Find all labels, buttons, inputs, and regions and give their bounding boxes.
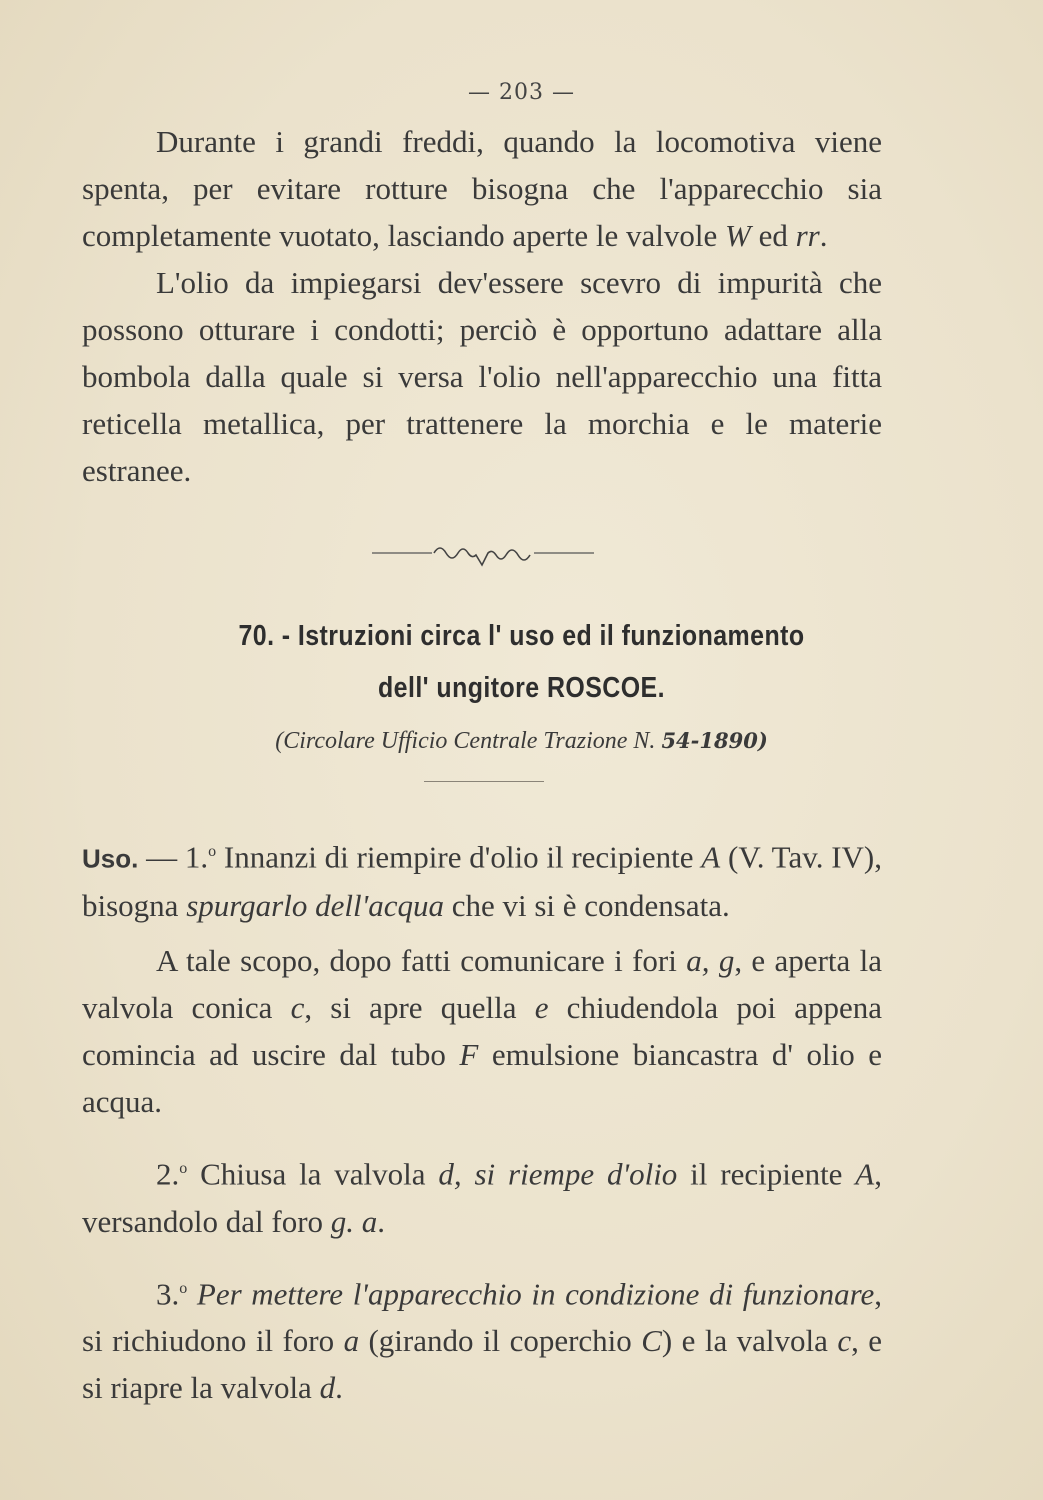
paragraph: L'olio da impiegarsi dev'essere scevro di impurità che possono otturare i condotti; perciò è opportuno adattare alla bombola dalla quale si versa l'olio nell'apparecchio una fitta reticella metallica, per trattenere la morchia e le materie estranee.: [82, 265, 882, 488]
page-number: — 203 —: [468, 80, 575, 105]
paragraph-uso: Uso. — 1.$^o$ Innanzi di riempire d'olio il recipiente A (V. Tav. IV), bisogna spurgarlo dell'acqua che vi si è condensata.: [82, 839, 882, 924]
section-title-line-2: dell' ungitore ROSCOE.: [378, 672, 665, 704]
body-text: [82, 828, 882, 1411]
divider-rule: [424, 781, 544, 782]
section-source: (Circolare Ufficio Centrale Trazione N. 54-1890): [275, 728, 768, 754]
paragraph-item-2: 2.$^o$ Chiusa la valvola d, si riempe d'olio il recipiente A, versandolo dal foro g. a.: [82, 1156, 882, 1239]
paragraph: A tale scopo, dopo fatti comunicare i fori a, g, e aperta la valvola conica c, si apre quella e chiudendola poi appena comincia ad uscire dal tubo F emulsione biancastra d' olio e acqua.: [82, 943, 882, 1120]
paragraph-item-3: 3.$^o$ Per mettere l'apparecchio in condizione di funzionare, si richiudono il foro a (girando il coperchio C) e la valvola c, e si riapre la valvola d.: [82, 1275, 883, 1405]
intro-text: [82, 118, 882, 494]
paragraph: Durante i grandi freddi, quando la locomotiva viene spenta, per evitare rotture bisogna che l'apparecchio sia completamente vuotato, lasciando aperte le valvole W ed rr.: [82, 124, 882, 253]
section-title-line-1: 70. - Istruzioni circa l' uso ed il funzionamento: [238, 620, 805, 652]
ornament-divider: [372, 538, 594, 568]
